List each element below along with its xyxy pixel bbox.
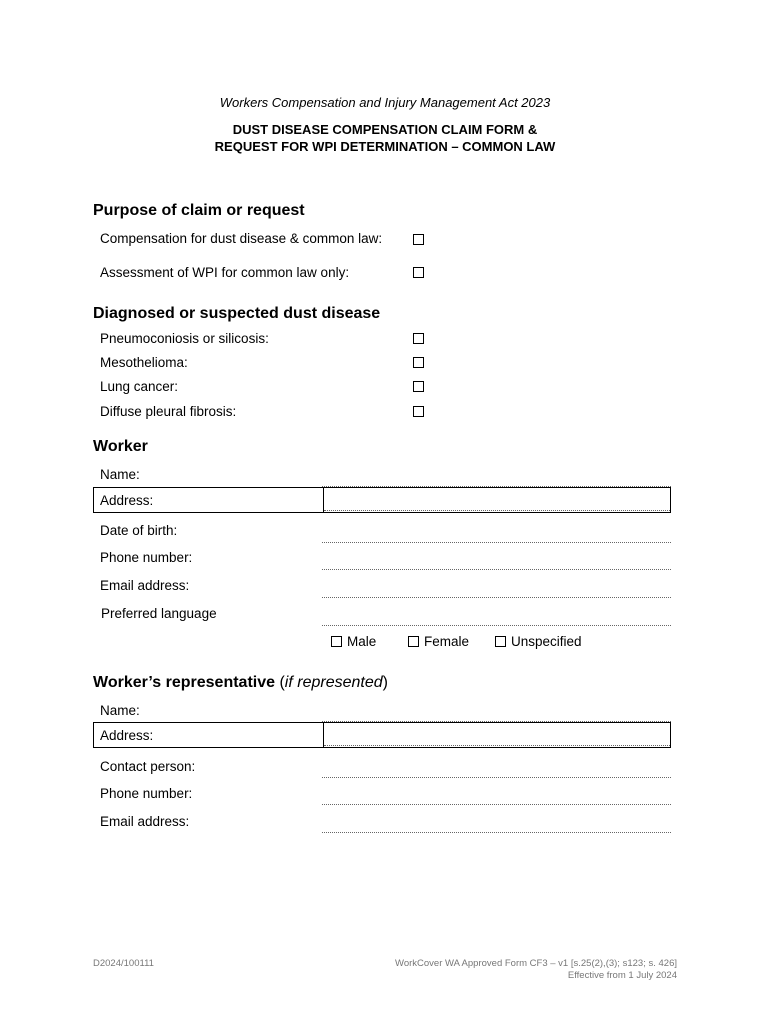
footer-effective-date: Effective from 1 July 2024 xyxy=(567,970,677,981)
representative-heading-paren-close: ) xyxy=(382,674,388,691)
pleural-fibrosis-checkbox[interactable] xyxy=(413,406,424,417)
form-title-line-1: DUST DISEASE COMPENSATION CLAIM FORM & xyxy=(232,122,538,137)
purpose-option-wpi-label: Assessment of WPI for common law only: xyxy=(100,265,350,280)
purpose-option-compensation-label: Compensation for dust disease & common law: xyxy=(100,231,383,246)
rep-phone-label: Phone number: xyxy=(100,786,193,801)
rep-phone-field[interactable] xyxy=(322,804,671,805)
gender-unspecified-option[interactable] xyxy=(495,634,582,649)
pneumoconiosis-checkbox[interactable] xyxy=(413,333,424,344)
purpose-compensation-checkbox[interactable] xyxy=(413,234,424,245)
form-title-line-2: REQUEST FOR WPI DETERMINATION – COMMON LAW xyxy=(214,139,556,154)
worker-name-label: Name: xyxy=(100,467,140,482)
worker-email-label: Email address: xyxy=(100,578,190,593)
gender-female-checkbox[interactable] xyxy=(408,636,419,647)
rep-contact-label: Contact person: xyxy=(100,759,196,774)
disease-option-pneumoconiosis-label: Pneumoconiosis or silicosis: xyxy=(100,331,269,346)
gender-unspecified-checkbox[interactable] xyxy=(495,636,506,647)
rep-address-row xyxy=(93,722,671,748)
footer-approved-form: WorkCover WA Approved Form CF3 – v1 [s.25(2),(3); s123; s. 426] xyxy=(395,958,677,969)
rep-address-label: Address: xyxy=(100,728,154,743)
representative-heading xyxy=(93,674,388,692)
purpose-heading: Purpose of claim or request xyxy=(93,202,305,219)
disease-option-lung-cancer-label: Lung cancer: xyxy=(100,379,179,394)
worker-dob-field[interactable] xyxy=(322,542,671,543)
representative-heading-paren-open: ( xyxy=(279,674,285,691)
representative-heading-text: Worker’s representative xyxy=(93,674,276,691)
footer-form-info xyxy=(395,958,677,982)
act-title: Workers Compensation and Injury Management Act 2023 xyxy=(219,95,551,110)
worker-address-row xyxy=(93,487,671,513)
rep-contact-field[interactable] xyxy=(322,777,671,778)
disease-option-mesothelioma-label: Mesothelioma: xyxy=(100,355,188,370)
disease-option-pleural-fibrosis-label: Diffuse pleural fibrosis: xyxy=(100,404,237,419)
gender-female-option[interactable] xyxy=(408,634,469,649)
lung-cancer-checkbox[interactable] xyxy=(413,381,424,392)
worker-phone-field[interactable] xyxy=(322,569,671,570)
worker-heading: Worker xyxy=(93,438,148,455)
gender-male-checkbox[interactable] xyxy=(331,636,342,647)
representative-heading-note: if represented xyxy=(284,674,383,691)
footer-doc-id: D2024/100111 xyxy=(93,958,154,969)
mesothelioma-checkbox[interactable] xyxy=(413,357,424,368)
rep-email-label: Email address: xyxy=(100,814,190,829)
worker-address-label: Address: xyxy=(100,493,154,508)
purpose-wpi-checkbox[interactable] xyxy=(413,267,424,278)
gender-male-label: Male xyxy=(347,634,377,649)
worker-email-field[interactable] xyxy=(322,597,671,598)
rep-name-label: Name: xyxy=(100,703,140,718)
rep-address-field[interactable] xyxy=(324,745,670,746)
disease-heading: Diagnosed or suspected dust disease xyxy=(93,305,381,322)
gender-male-option[interactable] xyxy=(331,634,376,649)
worker-language-field[interactable] xyxy=(322,625,671,626)
worker-phone-label: Phone number: xyxy=(100,550,193,565)
worker-address-field[interactable] xyxy=(324,510,670,511)
gender-female-label: Female xyxy=(424,634,470,649)
gender-unspecified-label: Unspecified xyxy=(511,634,582,649)
form-title xyxy=(0,121,770,155)
worker-dob-label: Date of birth: xyxy=(100,523,178,538)
worker-language-label: Preferred language xyxy=(101,606,217,621)
rep-email-field[interactable] xyxy=(322,832,671,833)
